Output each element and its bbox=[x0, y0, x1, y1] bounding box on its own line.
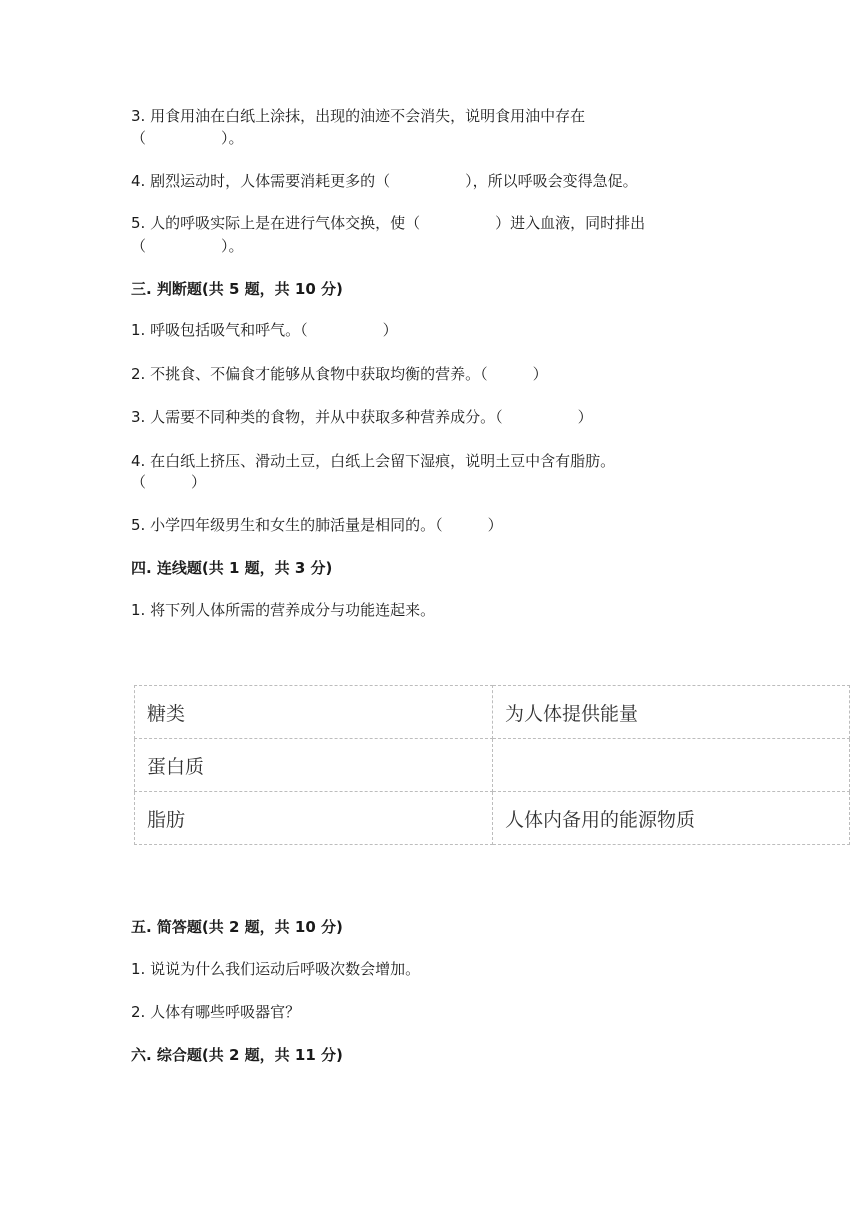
question-text: 4. 剧烈运动时，人体需要消耗更多的（ ），所以呼吸会变得急促。 bbox=[131, 172, 638, 190]
question-text: 1. 呼吸包括吸气和呼气。（ ） bbox=[131, 321, 398, 339]
question-text: 5. 人的呼吸实际上是在进行气体交换，使（ ）进入血液，同时排出 bbox=[131, 214, 646, 232]
question-text: 3. 人需要不同种类的食物，并从中获取多种营养成分。（ ） bbox=[131, 408, 593, 426]
function-cell: 人体内备用的能源物质 bbox=[493, 792, 850, 845]
question-text: 2. 人体有哪些呼吸器官？ bbox=[131, 1003, 301, 1021]
section-heading: 四. 连线题(共 1 题，共 3 分) bbox=[131, 559, 333, 577]
section-heading: 五. 简答题(共 2 题，共 10 分) bbox=[131, 918, 343, 936]
answer-blank: （ ） bbox=[131, 473, 207, 491]
table-row bbox=[135, 792, 850, 845]
section-heading: 三. 判断题(共 5 题，共 10 分) bbox=[131, 280, 343, 298]
table-row bbox=[135, 739, 850, 792]
function-cell: 为人体提供能量 bbox=[493, 686, 850, 739]
question-text: 4. 在白纸上挤压、滑动土豆，白纸上会留下湿痕，说明土豆中含有脂肪。 bbox=[131, 452, 616, 470]
nutrient-cell: 糖类 bbox=[135, 686, 493, 739]
section-heading: 六. 综合题(共 2 题，共 11 分) bbox=[131, 1046, 343, 1064]
nutrient-cell: 脂肪 bbox=[135, 792, 493, 845]
table-row bbox=[135, 686, 850, 739]
matching-table bbox=[134, 685, 850, 845]
question-text: 2. 不挑食、不偏食才能够从食物中获取均衡的营养。（ ） bbox=[131, 365, 548, 383]
answer-blank: （ ）。 bbox=[131, 237, 244, 255]
question-text: 1. 将下列人体所需的营养成分与功能连起来。 bbox=[131, 601, 436, 619]
question-text: 5. 小学四年级男生和女生的肺活量是相同的。（ ） bbox=[131, 516, 503, 534]
question-text: 1. 说说为什么我们运动后呼吸次数会增加。 bbox=[131, 960, 421, 978]
question-text: 3. 用食用油在白纸上涂抹，出现的油迹不会消失，说明食用油中存在 bbox=[131, 107, 586, 125]
function-cell bbox=[493, 739, 850, 792]
answer-blank: （ ）。 bbox=[131, 129, 244, 147]
nutrient-cell: 蛋白质 bbox=[135, 739, 493, 792]
